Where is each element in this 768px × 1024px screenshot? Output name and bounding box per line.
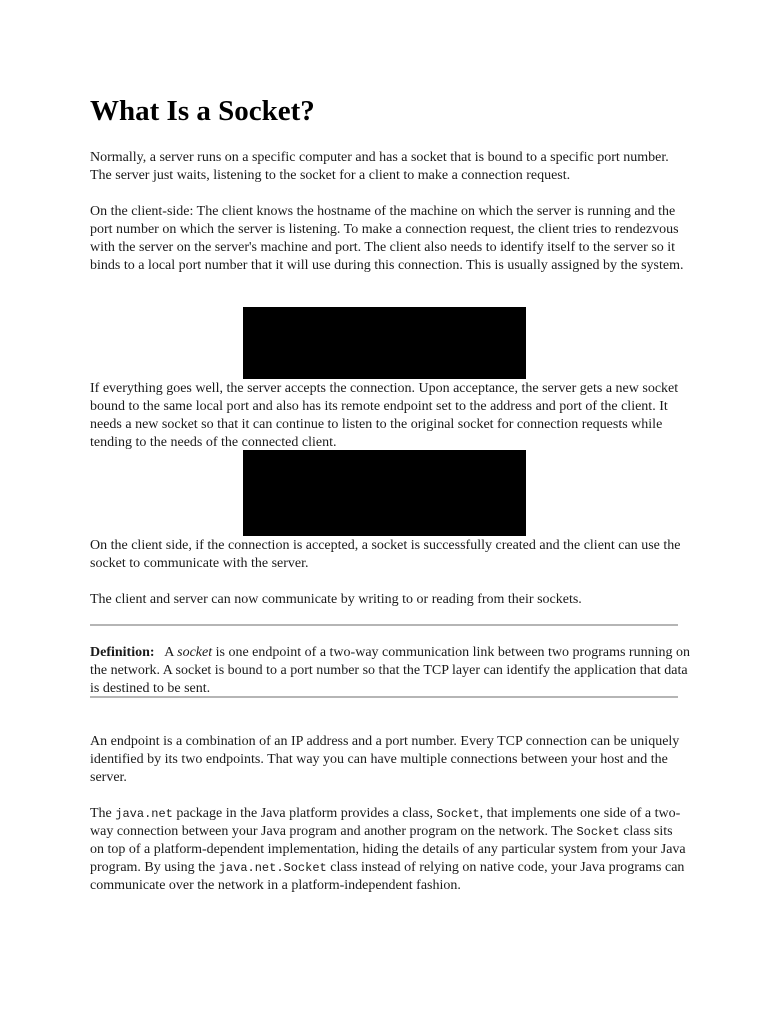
paragraph-client-side: On the client-side: The client knows the hostname of the machine on which the server is running and the port number on which the server is listening. To make a connection request, the client tries to rendezvous with the server on the server's machine and port. The client also needs to identify itself to the server so it binds to a local port number that it will use during this connection. This is usually assigned by the system. bbox=[90, 204, 684, 273]
definition-bottom-rule bbox=[90, 696, 678, 698]
paragraph-endpoint: An endpoint is a combination of an IP address and a port number. Every TCP connection can be uniquely identified by its two endpoints. That way you can have multiple connections between your host and the server. bbox=[90, 734, 680, 785]
paragraph-server-accepts: If everything goes well, the server accepts the connection. Upon acceptance, the server gets a new socket bound to the same local port and also has its remote endpoint set to the address and port of the client. It needs a new socket so that it can continue to listen to the original socket for connection requests while tending to the needs of the connected client. bbox=[90, 381, 679, 450]
java-net-text-4: class sits on top of a platform-dependent implementation, hiding the details of any particular system from your Java program. By using the bbox=[90, 824, 686, 875]
definition-top-rule bbox=[90, 624, 678, 626]
java-net-text-5: class instead of relying on native code, your Java programs can communicate over the network in a platform-independent fashion. bbox=[90, 860, 685, 893]
connection-request-figure bbox=[243, 307, 526, 379]
paragraph-java-net bbox=[90, 805, 690, 895]
code-socket: Socket bbox=[436, 807, 480, 821]
java-net-text-1: The bbox=[90, 806, 116, 821]
definition-box bbox=[90, 644, 690, 698]
definition-article: A bbox=[164, 645, 174, 660]
code-java-net-socket: java.net.Socket bbox=[218, 861, 327, 875]
paragraph-client-accepted: On the client side, if the connection is accepted, a socket is successfully created and the client can use the socket to communicate with the server. bbox=[90, 538, 681, 571]
paragraph-server-intro: Normally, a server runs on a specific computer and has a socket that is bound to a specific port number. The server just waits, listening to the socket for a client to make a connection request. bbox=[90, 150, 669, 183]
java-net-text-2: package in the Java platform provides a class, bbox=[172, 806, 437, 821]
definition-label: Definition: bbox=[90, 645, 155, 660]
code-socket-2: Socket bbox=[576, 825, 620, 839]
java-net-text-3: , that implements one side of a two-way connection between your Java program and another program on the network. The bbox=[90, 806, 681, 839]
definition-text: is one endpoint of a two-way communication link between two programs running on the network. A socket is bound to a port number so that the TCP layer can identify the application that data is destined to be sent. bbox=[90, 645, 690, 696]
page-title: What Is a Socket? bbox=[90, 95, 315, 127]
code-java-net: java.net bbox=[115, 807, 173, 821]
definition-term: socket bbox=[177, 645, 213, 660]
paragraph-communicate: The client and server can now communicate by writing to or reading from their sockets. bbox=[90, 592, 582, 607]
connection-established-figure bbox=[243, 450, 526, 536]
